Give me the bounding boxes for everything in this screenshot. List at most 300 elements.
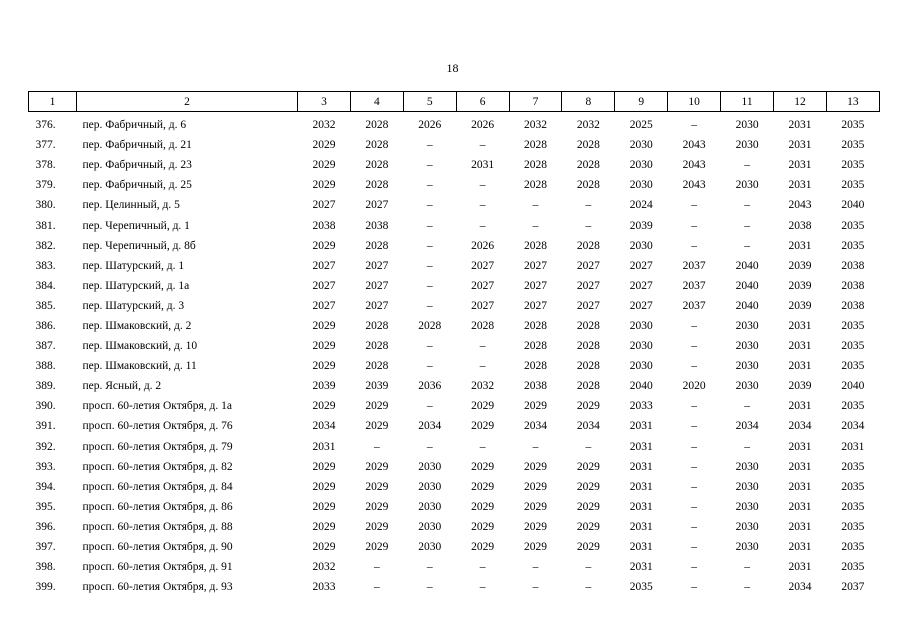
year-cell: – [744,239,750,252]
year-cell: – [691,219,698,232]
row-number: 398. [35,561,56,574]
year-cell: 2038 [841,259,865,272]
row-number: 384. [35,279,56,292]
year-cell: 2035 [841,340,865,353]
year-cell: 2029 [524,520,547,533]
year-cell: 2035 [629,581,653,594]
year-cell: – [479,440,486,453]
year-cell: 2037 [682,279,706,292]
year-cell: 2037 [841,581,865,594]
year-cell: 2029 [524,541,547,554]
address-cell: пер. Черепичный, д. 8б [82,239,196,252]
year-cell: 2031 [788,159,812,172]
year-cell: 2033 [629,400,653,413]
year-cell: 2031 [788,480,812,493]
year-cell: – [532,561,539,574]
year-cell: 2027 [312,279,336,292]
year-cell: – [426,179,433,192]
table-row [29,457,880,477]
year-cell: 2038 [365,219,389,232]
year-cell: 2027 [365,279,389,292]
year-cell: 2040 [735,299,759,312]
year-cell: 2030 [418,480,442,493]
address-cell: просп. 60-летия Октября, д. 82 [82,460,233,473]
year-cell: 2035 [841,500,865,513]
year-cell: 2031 [788,139,812,152]
year-cell: – [426,581,433,594]
year-cell: 2035 [841,239,865,252]
year-cell: 2029 [471,520,495,533]
address-cell: просп. 60-летия Октября, д. 79 [82,440,233,453]
header-cell: 9 [615,92,668,112]
row-number: 376. [35,119,56,132]
year-cell: – [426,400,433,413]
year-cell: 2028 [576,360,600,373]
year-cell: 2043 [788,199,812,212]
year-cell: 2036 [418,380,442,393]
year-cell: – [426,259,433,272]
header-cell: 4 [350,92,403,112]
year-cell: 2031 [841,440,865,453]
year-cell: 2031 [629,420,653,433]
address-cell: пер. Фабричный, д. 21 [82,139,192,152]
year-cell: 2029 [576,460,600,473]
year-cell: 2029 [576,541,600,554]
year-cell: 2028 [365,319,389,332]
year-cell: 2034 [576,420,600,433]
year-cell: 2028 [576,340,600,353]
year-cell: 2039 [312,380,336,393]
year-cell: – [744,581,750,594]
year-cell: 2029 [365,400,389,413]
schedule-table [28,91,880,597]
year-cell: 2027 [365,259,389,272]
address-cell: пер. Шатурский, д. 1а [82,279,190,292]
year-cell: – [426,360,433,373]
year-cell: 2029 [312,239,336,252]
year-cell: – [585,219,592,232]
year-cell: 2037 [682,259,706,272]
year-cell: – [691,460,698,473]
address-cell: просп. 60-летия Октября, д. 84 [82,480,233,493]
year-cell: 2031 [788,520,812,533]
table-row [29,557,880,577]
year-cell: – [691,581,698,594]
table-row [29,316,880,336]
year-cell: 2032 [312,561,336,574]
year-cell: 2031 [788,340,812,353]
table-row [29,577,880,597]
year-cell: 2029 [312,480,336,493]
address-cell: просп. 60-летия Октября, д. 88 [82,520,233,533]
year-cell: 2038 [788,219,812,232]
year-cell: – [479,139,486,152]
table-row [29,537,880,557]
table-row [29,296,880,316]
year-cell: 2026 [471,239,495,252]
year-cell: 2029 [312,360,336,373]
header-cell: 11 [721,92,774,112]
year-cell: – [426,139,433,152]
year-cell: 2028 [576,380,600,393]
address-cell: пер. Шатурский, д. 1 [82,259,185,272]
year-cell: – [426,561,433,574]
address-cell: просп. 60-летия Октября, д. 86 [82,500,233,513]
address-cell: просп. 60-летия Октября, д. 91 [82,561,233,574]
year-cell: 2031 [629,500,653,513]
year-cell: – [691,119,698,132]
year-cell: – [744,219,750,232]
year-cell: 2029 [312,541,336,554]
year-cell: 2027 [312,299,336,312]
year-cell: 2029 [312,139,336,152]
year-cell: 2043 [682,179,706,192]
row-number: 386. [35,319,56,332]
year-cell: 2031 [788,239,812,252]
table-row [29,497,880,517]
year-cell: 2029 [365,420,389,433]
year-cell: 2040 [735,259,759,272]
year-cell: 2029 [312,520,336,533]
year-cell: 2028 [365,119,389,132]
year-cell: 2020 [682,380,706,393]
table-row [29,256,880,276]
table-row [29,416,880,436]
year-cell: 2029 [365,541,389,554]
year-cell: – [691,340,698,353]
year-cell: – [691,541,698,554]
year-cell: 2031 [788,400,812,413]
year-cell: 2029 [365,480,389,493]
year-cell: 2027 [365,199,389,212]
year-cell: – [373,561,380,574]
row-number: 395. [35,500,56,513]
year-cell: 2030 [735,500,759,513]
year-cell: 2027 [471,259,495,272]
year-cell: 2039 [788,279,812,292]
year-cell: – [479,340,486,353]
page-number: 18 [446,61,459,75]
year-cell: 2035 [841,319,865,332]
year-cell: 2027 [365,299,389,312]
year-cell: – [426,279,433,292]
header-cell: 10 [668,92,721,112]
year-cell: 2030 [735,179,759,192]
year-cell: 2034 [418,420,442,433]
year-cell: 2032 [524,119,547,132]
year-cell: – [426,340,433,353]
year-cell: 2028 [576,239,600,252]
year-cell: 2039 [788,299,812,312]
year-cell: 2034 [524,420,547,433]
year-cell: 2028 [524,179,547,192]
year-cell: – [585,440,592,453]
year-cell: – [585,581,592,594]
year-cell: – [744,440,750,453]
header-cell: 8 [562,92,615,112]
row-number: 390. [35,400,56,413]
year-cell: 2030 [629,179,653,192]
address-cell: пер. Шатурский, д. 3 [82,299,185,312]
row-number: 394. [35,480,56,493]
row-number: 392. [35,440,56,453]
year-cell: 2038 [841,279,865,292]
address-cell: пер. Фабричный, д. 23 [82,159,192,172]
year-cell: 2030 [735,460,759,473]
table-row [29,236,880,256]
year-cell: 2035 [841,179,865,192]
table-row [29,477,880,497]
year-cell: – [479,561,486,574]
year-cell: 2038 [312,219,336,232]
year-cell: 2034 [841,420,865,433]
address-cell: пер. Фабричный, д. 25 [82,179,192,192]
address-cell: пер. Ясный, д. 2 [82,380,162,393]
header-cell: 7 [509,92,562,112]
address-cell: просп. 60-летия Октября, д. 93 [82,581,233,594]
year-cell: – [744,199,750,212]
year-cell: 2033 [312,581,336,594]
row-number: 385. [35,299,56,312]
year-cell: 2029 [312,179,336,192]
year-cell: 2029 [471,500,495,513]
year-cell: 2029 [471,460,495,473]
table-row [29,112,880,136]
year-cell: 2030 [735,480,759,493]
year-cell: 2028 [418,319,442,332]
year-cell: 2031 [788,460,812,473]
year-cell: 2030 [735,360,759,373]
year-cell: 2029 [471,400,495,413]
year-cell: 2039 [788,259,812,272]
year-cell: 2031 [629,541,653,554]
year-cell: 2039 [788,380,812,393]
header-cell: 2 [77,92,298,112]
year-cell: 2039 [365,380,389,393]
year-cell: 2027 [471,299,495,312]
table-row [29,175,880,195]
year-cell: 2031 [788,119,812,132]
year-cell: – [744,400,750,413]
year-cell: – [426,299,433,312]
year-cell: 2028 [365,340,389,353]
year-cell: 2031 [629,440,653,453]
year-cell: 2031 [629,460,653,473]
year-cell: 2029 [365,460,389,473]
year-cell: – [744,159,750,172]
year-cell: 2027 [524,299,547,312]
row-number: 379. [35,179,56,192]
table-body [29,112,880,598]
year-cell: 2035 [841,139,865,152]
year-cell: 2029 [524,500,547,513]
year-cell: 2030 [418,500,442,513]
address-cell: просп. 60-летия Октября, д. 90 [82,541,233,554]
year-cell: 2038 [841,299,865,312]
year-cell: 2043 [682,159,706,172]
header-row [29,92,880,112]
address-cell: пер. Шмаковский, д. 2 [82,319,192,332]
year-cell: 2040 [841,199,865,212]
year-cell: – [426,219,433,232]
year-cell: 2034 [788,581,812,594]
year-cell: 2028 [524,239,547,252]
row-number: 377. [35,139,56,152]
year-cell: 2027 [576,259,600,272]
row-number: 396. [35,520,56,533]
row-number: 397. [35,541,56,554]
year-cell: 2031 [629,561,653,574]
year-cell: 2029 [471,480,495,493]
year-cell: 2029 [576,500,600,513]
year-cell: 2029 [576,480,600,493]
year-cell: 2029 [312,319,336,332]
year-cell: 2029 [312,400,336,413]
year-cell: 2029 [471,541,495,554]
year-cell: 2028 [365,139,389,152]
table-row [29,517,880,537]
year-cell: 2031 [312,440,336,453]
row-number: 378. [35,159,56,172]
year-cell: 2029 [312,159,336,172]
year-cell: 2029 [524,480,547,493]
year-cell: 2028 [365,179,389,192]
address-cell: просп. 60-летия Октября, д. 76 [82,420,233,433]
year-cell: – [691,400,698,413]
year-cell: 2039 [629,219,653,232]
year-cell: – [585,561,592,574]
year-cell: 2027 [576,299,600,312]
header-cell: 5 [403,92,456,112]
table-row [29,195,880,215]
year-cell: 2035 [841,360,865,373]
year-cell: 2031 [471,159,495,172]
year-cell: 2030 [629,340,653,353]
year-cell: 2035 [841,400,865,413]
year-cell: 2028 [524,159,547,172]
year-cell: 2027 [471,279,495,292]
year-cell: – [691,199,698,212]
year-cell: 2040 [735,279,759,292]
year-cell: 2029 [524,400,547,413]
year-cell: 2040 [841,380,865,393]
year-cell: 2030 [629,139,653,152]
year-cell: 2029 [524,460,547,473]
address-cell: пер. Фабричный, д. 6 [82,119,187,132]
year-cell: – [744,561,750,574]
address-cell: пер. Черепичный, д. 1 [82,219,190,232]
table-row [29,155,880,175]
year-cell: – [691,239,698,252]
year-cell: 2027 [629,279,653,292]
year-cell: – [479,219,486,232]
year-cell: 2028 [524,139,547,152]
year-cell: – [532,219,539,232]
table-row [29,437,880,457]
year-cell: – [691,500,698,513]
table-row [29,135,880,155]
year-cell: – [479,179,486,192]
row-number: 380. [35,199,56,212]
table-row [29,336,880,356]
year-cell: 2031 [788,360,812,373]
year-cell: 2030 [735,340,759,353]
year-cell: 2025 [629,119,653,132]
year-cell: 2029 [312,500,336,513]
year-cell: 2027 [629,259,653,272]
year-cell: 2031 [788,179,812,192]
year-cell: 2029 [312,340,336,353]
year-cell: – [426,440,433,453]
year-cell: 2029 [471,420,495,433]
table-row [29,276,880,296]
year-cell: 2027 [524,259,547,272]
year-cell: 2035 [841,561,865,574]
year-cell: 2040 [629,380,653,393]
year-cell: 2035 [841,480,865,493]
year-cell: 2029 [576,400,600,413]
address-cell: пер. Шмаковский, д. 10 [82,340,198,353]
address-cell: пер. Целинный, д. 5 [82,199,180,212]
year-cell: – [691,520,698,533]
year-cell: 2037 [682,299,706,312]
header-cell: 3 [298,92,351,112]
row-number: 388. [35,360,56,373]
year-cell: – [479,581,486,594]
year-cell: 2024 [629,199,653,212]
year-cell: 2035 [841,159,865,172]
year-cell: 2028 [365,239,389,252]
year-cell: 2043 [682,139,706,152]
year-cell: 2030 [735,541,759,554]
year-cell: 2030 [735,319,759,332]
year-cell: 2028 [524,340,547,353]
address-cell: просп. 60-летия Октября, д. 1а [82,400,232,413]
header-cell: 12 [774,92,827,112]
year-cell: – [479,360,486,373]
year-cell: 2030 [629,319,653,332]
year-cell: – [532,581,539,594]
year-cell: 2030 [418,460,442,473]
row-number: 381. [35,219,56,232]
year-cell: – [426,239,433,252]
year-cell: – [532,440,539,453]
year-cell: 2031 [788,541,812,554]
year-cell: – [691,480,698,493]
year-cell: 2026 [471,119,495,132]
year-cell: 2030 [418,520,442,533]
year-cell: – [691,420,698,433]
year-cell: 2035 [841,460,865,473]
row-number: 383. [35,259,56,272]
year-cell: 2031 [788,561,812,574]
year-cell: 2028 [524,360,547,373]
row-number: 391. [35,420,56,433]
year-cell: 2035 [841,219,865,232]
year-cell: 2031 [629,480,653,493]
year-cell: 2030 [418,541,442,554]
row-number: 399. [35,581,56,594]
address-cell: пер. Шмаковский, д. 11 [82,360,197,373]
year-cell: 2027 [629,299,653,312]
year-cell: – [426,199,433,212]
table-row [29,396,880,416]
row-number: 387. [35,340,56,353]
year-cell: 2038 [524,380,547,393]
year-cell: 2026 [418,119,442,132]
year-cell: 2031 [629,520,653,533]
year-cell: 2030 [629,360,653,373]
